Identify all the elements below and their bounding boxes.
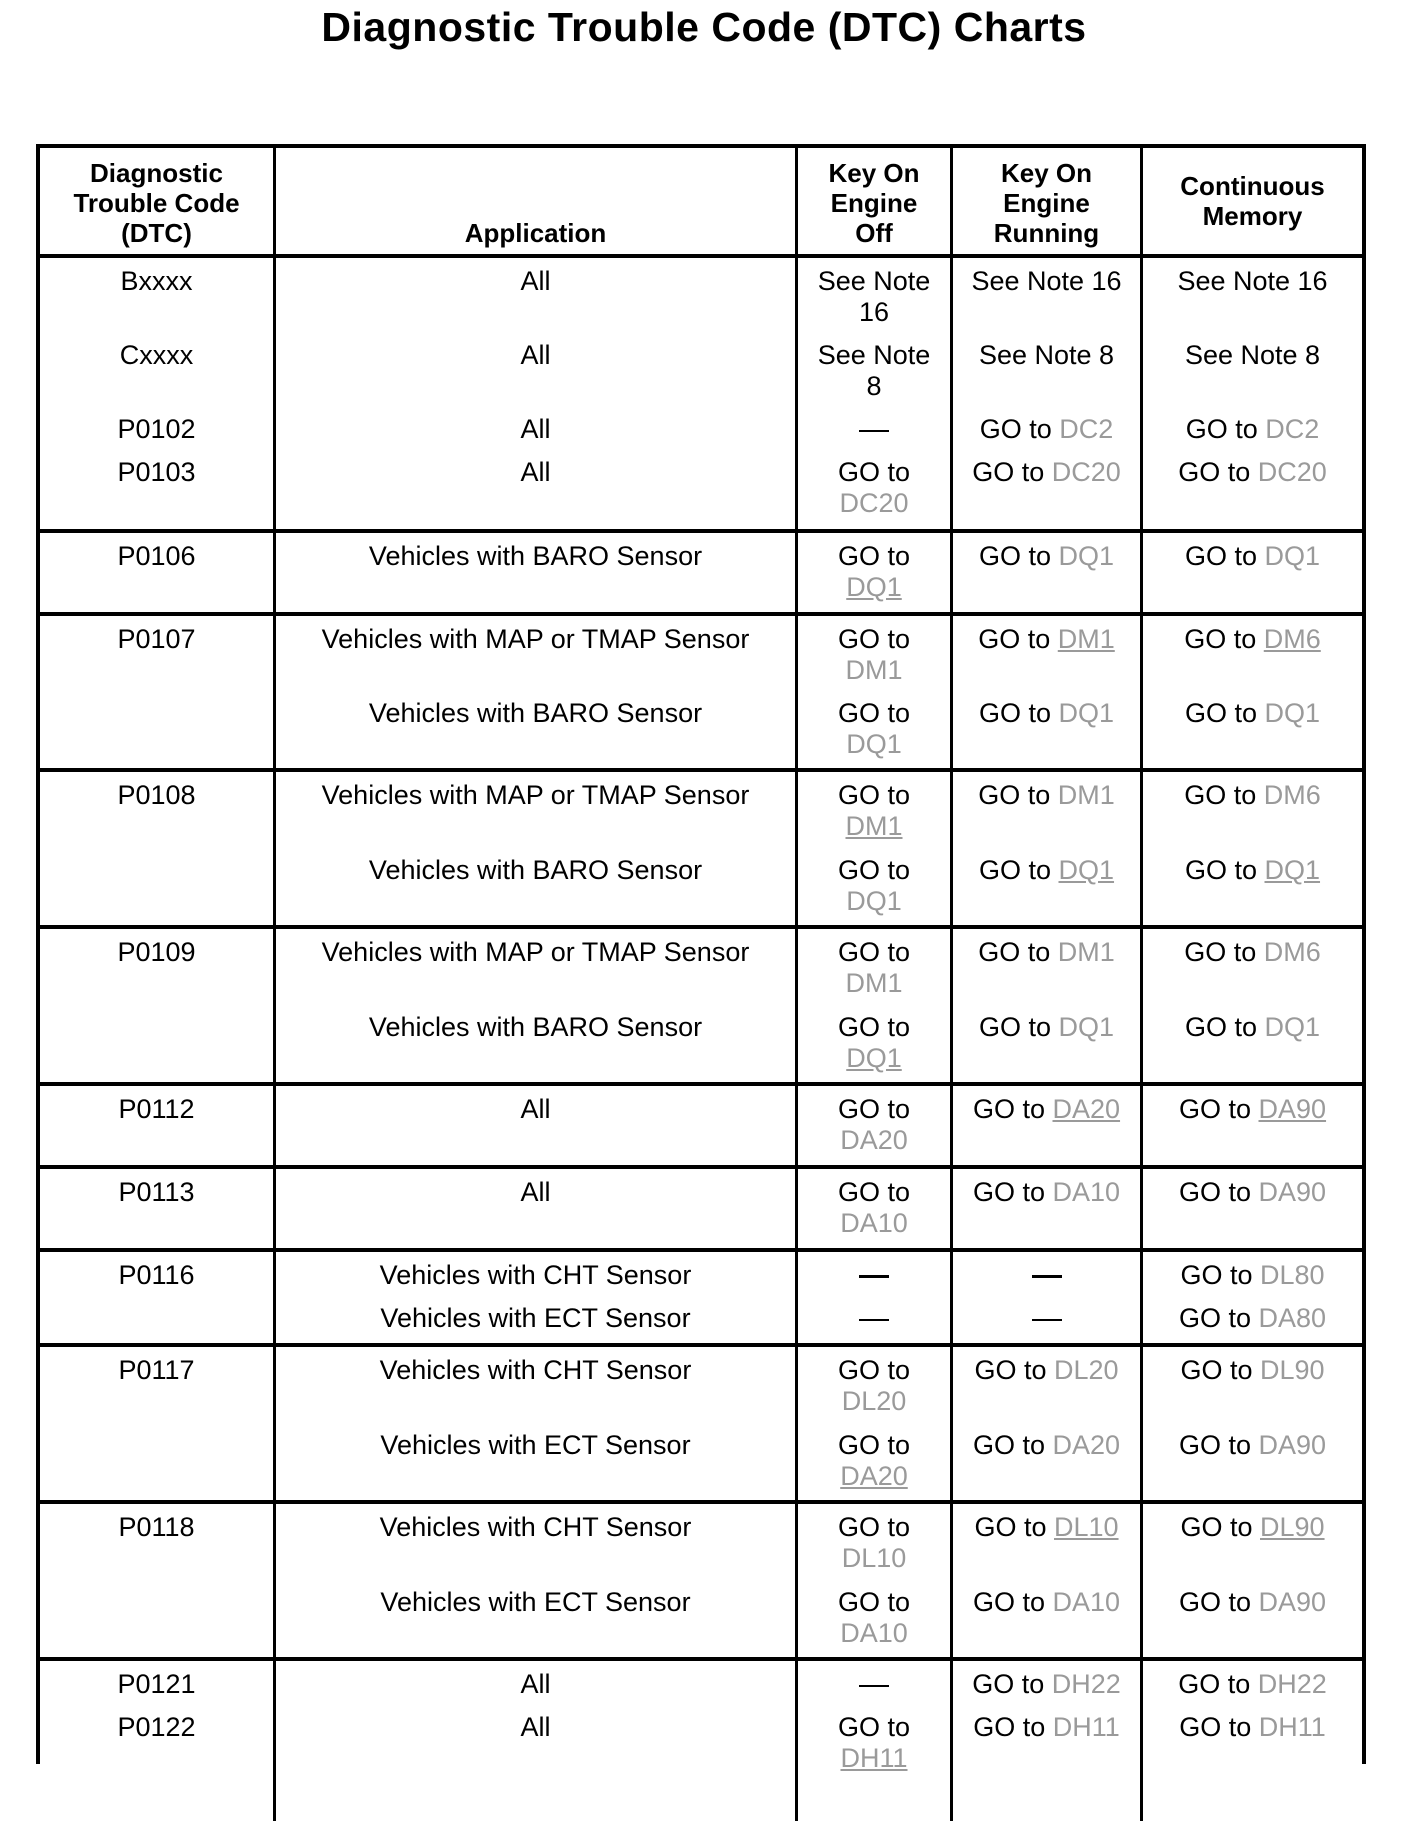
goto-text: GO to	[1178, 1587, 1251, 1617]
cm-goto	[1143, 1252, 1362, 1295]
pinpoint-test-link[interactable]: DC20	[1051, 457, 1121, 487]
pinpoint-test-link[interactable]: DM1	[845, 968, 903, 998]
header-continuous-memory	[1143, 148, 1362, 254]
application: Vehicles with MAP or TMAP Sensor	[321, 937, 750, 967]
koer-note: See Note 16	[971, 266, 1122, 296]
application: All	[276, 1086, 798, 1165]
goto-text: GO to	[972, 1669, 1045, 1699]
goto-text: GO to	[837, 1012, 911, 1042]
table-row-group	[40, 772, 1362, 929]
goto-text: GO to	[837, 1587, 911, 1617]
dash-mark	[1032, 1275, 1062, 1278]
koer-note: See Note 8	[978, 340, 1115, 370]
koer-goto	[953, 533, 1143, 612]
koer-goto	[953, 1086, 1143, 1165]
koeo-goto	[798, 1086, 953, 1165]
application: Vehicles with BARO Sensor	[368, 855, 703, 885]
application: All	[276, 1169, 798, 1248]
pinpoint-test-link[interactable]: DH22	[1051, 1669, 1121, 1699]
application: Vehicles with BARO Sensor	[276, 533, 798, 612]
koer-goto	[953, 1661, 1140, 1704]
koer-goto	[953, 1704, 1140, 1784]
pinpoint-test-link[interactable]: DL20	[841, 1386, 907, 1416]
pinpoint-test-link[interactable]: DM6	[1263, 780, 1321, 810]
pinpoint-test-link[interactable]: DC20	[839, 488, 909, 518]
goto-text: GO to	[837, 1712, 911, 1742]
cm-note: See Note 8	[1184, 340, 1321, 370]
koeo-goto	[798, 1004, 950, 1078]
goto-text: GO to	[978, 698, 1051, 728]
cm-goto	[1143, 1169, 1362, 1248]
pinpoint-test-link[interactable]: DA10	[1052, 1587, 1121, 1617]
goto-text: GO to	[837, 624, 911, 654]
cm-goto	[1143, 1295, 1362, 1339]
koeo-note	[798, 332, 950, 406]
dtc-code: Cxxxx	[119, 340, 194, 370]
table-row-group	[40, 1504, 1362, 1661]
pinpoint-test-link[interactable]: DL20	[1054, 1355, 1119, 1385]
application: All	[520, 414, 551, 444]
dtc-code: P0107	[117, 624, 196, 654]
pinpoint-test-link[interactable]: DL10	[841, 1543, 907, 1573]
application: Vehicles with ECT Sensor	[380, 1430, 691, 1460]
cm-goto	[1143, 1661, 1362, 1704]
header-dtc	[40, 148, 276, 254]
dtc-code: P0117	[118, 1355, 195, 1385]
pinpoint-test-link[interactable]: DQ1	[846, 1043, 902, 1073]
cm-goto	[1143, 449, 1362, 525]
goto-text: GO to	[974, 1355, 1047, 1385]
table-row-group	[40, 1347, 1362, 1504]
header-koeo	[798, 148, 953, 254]
pinpoint-test-link[interactable]: DM1	[1057, 780, 1115, 810]
koeo-goto	[798, 1347, 950, 1422]
goto-text: GO to	[1178, 1177, 1251, 1207]
cm-goto	[1143, 1422, 1362, 1496]
dash-mark	[859, 430, 889, 432]
koer-goto	[953, 616, 1140, 690]
dtc-code: P0116	[118, 1260, 195, 1290]
koeo-goto	[798, 1504, 950, 1579]
goto-text: GO to	[972, 1430, 1045, 1460]
pinpoint-test-link[interactable]: DL90	[1260, 1355, 1325, 1385]
koeo-dash	[798, 1295, 950, 1339]
table-row-group	[40, 929, 1362, 1086]
goto-text: GO to	[837, 1177, 911, 1207]
goto-text: GO to	[837, 1512, 911, 1542]
goto-text: GO to	[1180, 1355, 1253, 1385]
koer-dash	[953, 1252, 1140, 1295]
application: All	[520, 457, 551, 487]
dtc-code: P0118	[118, 1512, 195, 1542]
koer-goto	[953, 690, 1140, 764]
pinpoint-test-link[interactable]: DA80	[1258, 1303, 1327, 1333]
dtc-code: P0109	[117, 937, 196, 967]
dtc-code: P0103	[117, 457, 196, 487]
goto-text: GO to	[1185, 414, 1258, 444]
goto-text: GO to	[979, 414, 1052, 444]
application: All	[520, 1669, 551, 1699]
goto-text: GO to	[978, 624, 1051, 654]
goto-text: GO to	[978, 855, 1051, 885]
cm-goto	[1143, 406, 1362, 449]
application: All	[520, 1712, 551, 1742]
header-application-label: Application	[464, 218, 607, 248]
application: Vehicles with CHT Sensor	[379, 1355, 692, 1385]
pinpoint-test-link[interactable]: DA90	[1258, 1430, 1327, 1460]
koeo-goto	[798, 616, 950, 690]
goto-text: GO to	[1180, 1512, 1253, 1542]
koeo-goto	[798, 847, 950, 921]
dash-mark	[859, 1319, 889, 1321]
application: All	[520, 266, 551, 296]
pinpoint-test-link[interactable]: DH11	[1258, 1712, 1326, 1742]
goto-text: GO to	[1178, 1430, 1251, 1460]
application: Vehicles with MAP or TMAP Sensor	[321, 624, 750, 654]
pinpoint-test-link[interactable]: DL90	[1260, 1512, 1325, 1542]
koeo-goto	[798, 1422, 950, 1496]
note-text: See Note	[817, 340, 931, 370]
koeo-goto	[798, 533, 953, 612]
header-cm-label: Continuous Memory	[1180, 171, 1325, 231]
goto-text: GO to	[1184, 698, 1257, 728]
dtc-table	[36, 144, 1366, 1773]
dtc-code: P0102	[117, 414, 196, 444]
pinpoint-test-link[interactable]: DA10	[840, 1618, 908, 1648]
cm-goto	[1143, 1579, 1362, 1653]
note-text: See Note	[817, 266, 931, 296]
pinpoint-test-link[interactable]: DA20	[1052, 1094, 1121, 1124]
note-number: 8	[866, 371, 882, 401]
pinpoint-test-link[interactable]: DA10	[840, 1208, 908, 1238]
goto-text: GO to	[972, 1587, 1045, 1617]
koer-goto	[953, 1169, 1143, 1248]
goto-text: GO to	[837, 541, 911, 571]
pinpoint-test-link[interactable]: DH11	[840, 1743, 908, 1773]
goto-text: GO to	[837, 1094, 911, 1124]
pinpoint-test-link[interactable]: DA90	[1258, 1094, 1327, 1124]
goto-text: GO to	[978, 541, 1051, 571]
goto-text: GO to	[972, 1177, 1045, 1207]
cm-goto	[1143, 847, 1362, 921]
koeo-goto	[798, 1169, 953, 1248]
pinpoint-test-link[interactable]: DM1	[1057, 937, 1115, 967]
koer-goto	[953, 1422, 1140, 1496]
dtc-code: P0106	[40, 533, 276, 612]
goto-text: GO to	[837, 937, 911, 967]
goto-text: GO to	[1180, 1260, 1253, 1290]
goto-text: GO to	[1184, 1012, 1257, 1042]
cm-goto	[1143, 690, 1362, 764]
pinpoint-test-link[interactable]: DQ1	[846, 572, 902, 602]
pinpoint-test-link[interactable]: DA90	[1258, 1177, 1327, 1207]
table-row-group	[40, 258, 1362, 533]
dtc-code: Bxxxx	[120, 266, 193, 296]
goto-text: GO to	[837, 457, 911, 487]
goto-text: GO to	[1184, 541, 1257, 571]
application: Vehicles with ECT Sensor	[380, 1303, 691, 1333]
dash-mark	[859, 1275, 889, 1278]
header-dtc-label: Diagnostic Trouble Code (DTC)	[73, 158, 240, 248]
koeo-dash	[798, 406, 950, 449]
pinpoint-test-link[interactable]: DA10	[1052, 1177, 1121, 1207]
goto-text: GO to	[978, 937, 1051, 967]
pinpoint-test-link[interactable]: DH22	[1257, 1669, 1327, 1699]
goto-text: GO to	[837, 698, 911, 728]
goto-text: GO to	[1178, 457, 1251, 487]
goto-text: GO to	[974, 1512, 1047, 1542]
koer-goto	[953, 1004, 1140, 1078]
dtc-code: P0113	[40, 1169, 276, 1248]
goto-text: GO to	[1184, 780, 1257, 810]
koeo-goto	[798, 929, 950, 1004]
koer-dash	[953, 1295, 1140, 1339]
goto-text: GO to	[1184, 855, 1257, 885]
dtc-code: P0108	[117, 780, 196, 810]
header-koer	[953, 148, 1143, 254]
koeo-note	[798, 258, 950, 332]
koer-goto	[953, 929, 1140, 1004]
koeo-goto	[798, 1704, 950, 1784]
koeo-goto	[798, 690, 950, 764]
goto-text: GO to	[973, 1712, 1046, 1742]
pinpoint-test-link[interactable]: DA20	[840, 1461, 908, 1491]
goto-text: GO to	[1179, 1712, 1252, 1742]
table-row-group	[40, 533, 1362, 616]
application: Vehicles with CHT Sensor	[379, 1260, 692, 1290]
application: All	[520, 340, 551, 370]
table-row-group	[40, 1086, 1362, 1169]
header-application	[276, 148, 798, 254]
goto-text: GO to	[1178, 1303, 1251, 1333]
koeo-goto	[798, 1579, 950, 1653]
dtc-code: P0122	[117, 1712, 196, 1742]
goto-text: GO to	[972, 457, 1045, 487]
koeo-dash	[798, 1252, 950, 1295]
cm-goto	[1143, 929, 1362, 1004]
goto-text: GO to	[837, 1430, 911, 1460]
cm-note: See Note 16	[1177, 266, 1328, 296]
dtc-code: P0112	[40, 1086, 276, 1165]
pinpoint-test-link[interactable]: DQ1	[1058, 541, 1115, 571]
goto-text: GO to	[978, 1012, 1051, 1042]
koer-goto	[953, 449, 1140, 525]
pinpoint-test-link[interactable]: DQ1	[1264, 541, 1321, 571]
dash-mark	[1032, 1319, 1062, 1321]
note-number: 16	[858, 297, 890, 327]
pinpoint-test-link[interactable]: DA90	[1258, 1587, 1327, 1617]
table-row-group	[40, 1169, 1362, 1252]
application: Vehicles with CHT Sensor	[379, 1512, 692, 1542]
pinpoint-test-link[interactable]: DA20	[1052, 1430, 1121, 1460]
goto-text: GO to	[837, 855, 911, 885]
cm-goto	[1143, 533, 1362, 612]
pinpoint-test-link[interactable]: DQ1	[846, 729, 902, 759]
koeo-dash	[798, 1661, 950, 1704]
pinpoint-test-link[interactable]: DM1	[845, 655, 903, 685]
pinpoint-test-link[interactable]: DC2	[1059, 414, 1114, 444]
pinpoint-test-link[interactable]: DC20	[1257, 457, 1327, 487]
koer-goto	[953, 1504, 1140, 1579]
koer-goto	[953, 847, 1140, 921]
pinpoint-test-link[interactable]: DQ1	[1264, 855, 1321, 885]
cm-goto	[1143, 616, 1362, 690]
pinpoint-test-link[interactable]: DQ1	[1058, 698, 1115, 728]
application: Vehicles with BARO Sensor	[368, 1012, 703, 1042]
pinpoint-test-link[interactable]: DM6	[1263, 937, 1321, 967]
goto-text: GO to	[972, 1094, 1045, 1124]
application: Vehicles with MAP or TMAP Sensor	[321, 780, 750, 810]
cm-goto	[1143, 1347, 1362, 1422]
pinpoint-test-link[interactable]: DL10	[1054, 1512, 1119, 1542]
goto-text: GO to	[1184, 624, 1257, 654]
pinpoint-test-link[interactable]: DH11	[1052, 1712, 1120, 1742]
goto-text: GO to	[1178, 1094, 1251, 1124]
pinpoint-test-link[interactable]: DQ1	[1264, 698, 1321, 728]
goto-text: GO to	[1184, 937, 1257, 967]
header-koer-label: Key On Engine Running	[993, 158, 1100, 248]
table-row-group	[40, 1252, 1362, 1347]
pinpoint-test-link[interactable]: DL80	[1260, 1260, 1325, 1290]
pinpoint-test-link[interactable]: DQ1	[1058, 1012, 1115, 1042]
pinpoint-test-link[interactable]: DC2	[1265, 414, 1320, 444]
koer-goto	[953, 772, 1140, 847]
table-row-group	[40, 1661, 1362, 1821]
cm-goto	[1143, 1086, 1362, 1165]
goto-text: GO to	[1178, 1669, 1251, 1699]
dtc-code: P0121	[117, 1669, 196, 1699]
cm-goto	[1143, 1504, 1362, 1579]
header-koeo-label: Key On Engine Off	[828, 158, 920, 248]
table-header	[40, 148, 1362, 258]
cm-goto	[1143, 1704, 1362, 1784]
koer-goto	[953, 406, 1140, 449]
pinpoint-test-link[interactable]: DA20	[840, 1125, 908, 1155]
dash-mark	[859, 1685, 889, 1687]
application: Vehicles with BARO Sensor	[368, 698, 703, 728]
pinpoint-test-link[interactable]: DM1	[845, 811, 903, 841]
goto-text: GO to	[837, 780, 911, 810]
koer-goto	[953, 1347, 1140, 1422]
koeo-goto	[798, 449, 950, 525]
koer-goto	[953, 1579, 1140, 1653]
cm-goto	[1143, 772, 1362, 847]
pinpoint-test-link[interactable]: DQ1	[846, 886, 902, 916]
goto-text: GO to	[978, 780, 1051, 810]
cm-goto	[1143, 1004, 1362, 1078]
table-row-group	[40, 616, 1362, 772]
pinpoint-test-link[interactable]: DQ1	[1058, 855, 1115, 885]
application: Vehicles with ECT Sensor	[380, 1587, 691, 1617]
pinpoint-test-link[interactable]: DQ1	[1264, 1012, 1321, 1042]
koeo-goto	[798, 772, 950, 847]
goto-text: GO to	[837, 1355, 911, 1385]
page-title: Diagnostic Trouble Code (DTC) Charts	[321, 4, 1087, 50]
pinpoint-test-link[interactable]: DM1	[1057, 624, 1115, 654]
pinpoint-test-link[interactable]: DM6	[1263, 624, 1321, 654]
